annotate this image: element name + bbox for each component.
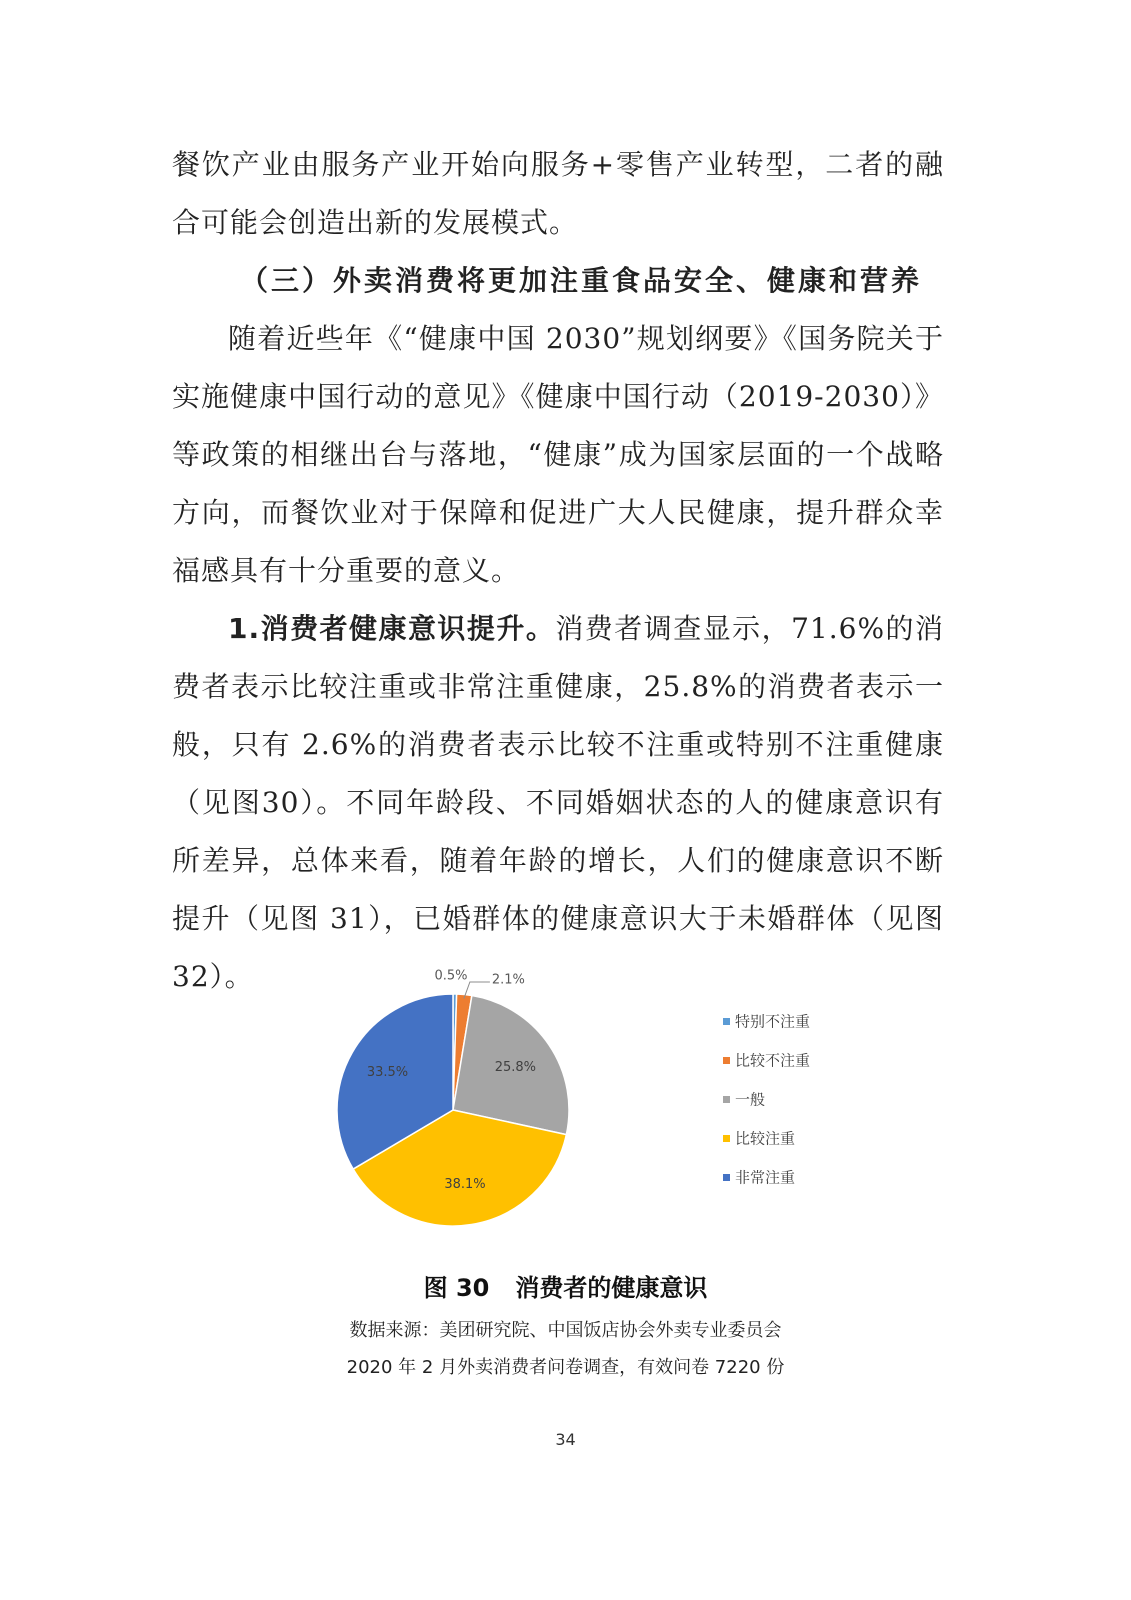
pie-chart: [320, 968, 840, 1258]
figure-source: 数据来源：美团研究院、中国饭店协会外卖专业委员会: [349, 1320, 782, 1341]
legend-label-5: 非常注重: [735, 1168, 796, 1187]
legend-swatch-4: [723, 1135, 730, 1142]
data-label-1: 0.5%: [434, 968, 468, 984]
legend-swatch-3: [723, 1096, 730, 1103]
legend-label-4: 比较注重: [735, 1129, 796, 1148]
paragraph-consumer-health-body: 消费者调查显示，71.6%的消费者表示比较注重或非常注重健康，25.8%的消费者表示一般，只有 2.6%的消费者表示比较不注重或特别不注重健康（见图30）。不同年龄段、不同婚姻状态的人的健康意识有所差异，总体来看，随着年龄的增长，人们的健康意识不断提升（见图 31），已婚群体的健康意识大于未婚群体（见图 32）。: [172, 612, 945, 993]
data-label-3: 25.8%: [494, 1060, 537, 1076]
data-label-5: 33.5%: [366, 1065, 409, 1081]
figure-survey-note: 2020 年 2 月外卖消费者问卷调查，有效问卷 7220 份: [346, 1357, 785, 1378]
figure-caption: [0, 1268, 1131, 1303]
legend-label-1: 特别不注重: [735, 1012, 811, 1031]
section-heading: （三）外卖消费将更加注重食品安全、健康和营养: [240, 264, 923, 297]
data-label-4: 38.1%: [444, 1176, 486, 1192]
legend-label-3: 一般: [735, 1090, 766, 1109]
legend-swatch-2: [723, 1057, 730, 1064]
figure-title: 消费者的健康意识: [515, 1274, 708, 1302]
paragraph-lead: 1.消费者健康意识提升。: [228, 612, 556, 645]
figure-number: 图 30: [423, 1274, 490, 1302]
legend-swatch-1: [723, 1018, 730, 1025]
page-number: 34: [555, 1430, 576, 1449]
legend-label-2: 比较不注重: [735, 1051, 811, 1070]
paragraph-retail-transformation: 餐饮产业由服务产业开始向服务+零售产业转型，二者的融合可能会创造出新的发展模式。: [172, 148, 944, 239]
pie-chart-svg: [320, 968, 840, 1258]
body-text: [172, 136, 944, 1006]
paragraph-health-policy: 随着近些年《“健康中国 2030”规划纲要》《国务院关于实施健康中国行动的意见》《健康中国行动（2019-2030）》等政策的相继出台与落地，“健康”成为国家层面的一个战略方向，而餐饮业对于保障和促进广大人民健康，提升群众幸福感具有十分重要的意义。: [172, 322, 944, 587]
paragraph-consumer-health: [172, 600, 944, 1006]
data-label-2: 2.1%: [491, 972, 525, 988]
legend-swatch-5: [723, 1174, 730, 1181]
